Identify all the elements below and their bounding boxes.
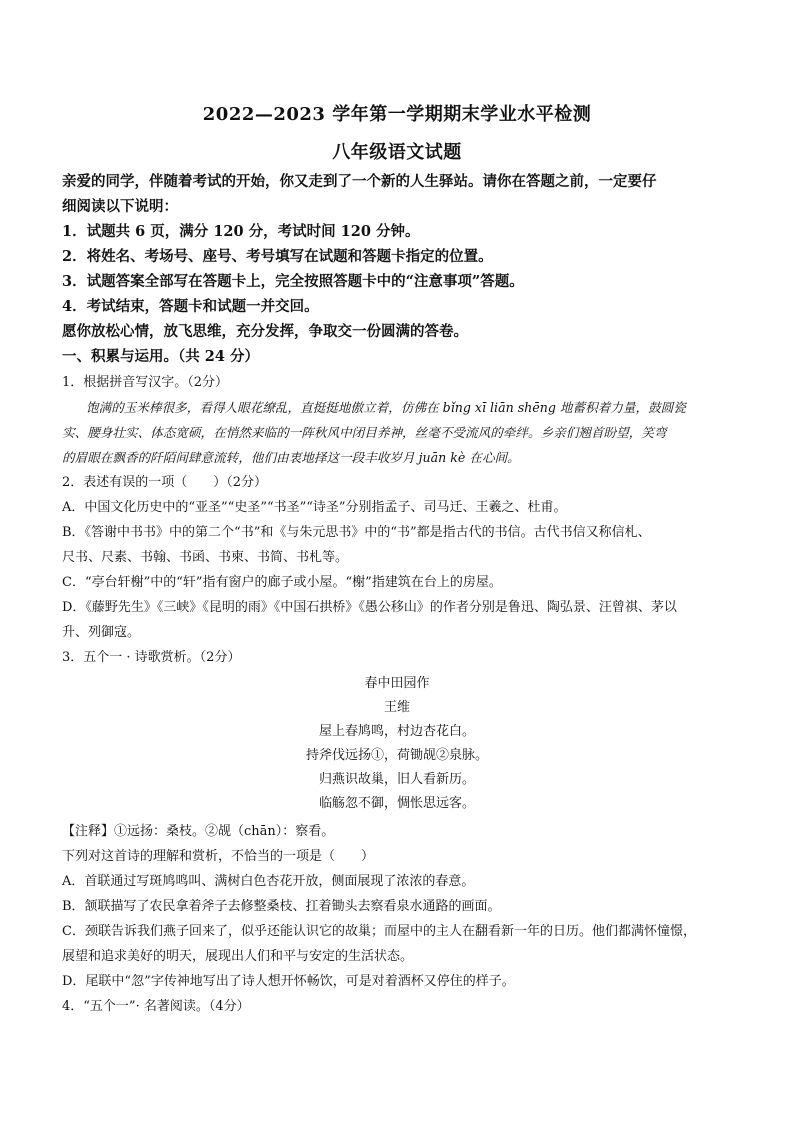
question-3-stem: 3．五个一 · 诗歌赏析。（2分） xyxy=(62,650,241,665)
q3-option-d: D．尾联中“忽”字传神地写出了诗人想开怀畅饮，可是对着酒杯又停住的样子。 xyxy=(62,974,515,989)
q3-option-b: B．颔联描写了农民拿着斧子去修整桑枝、扛着锄头去察看泉水通路的画面。 xyxy=(62,899,501,914)
q2-option-c: C．“亭台轩榭”中的“轩”指有窗户的廊子或小屋。“榭”指建筑在台上的房屋。 xyxy=(62,575,502,590)
wish-line: 愿你放松心情，放飞思维，充分发挥，争取交一份圆满的答卷。 xyxy=(62,323,468,340)
poem-title: 春中田园作 xyxy=(364,676,430,691)
q3-option-c-line-2: 展望和追求美好的明天，展现出人们和平与安定的生活状态。 xyxy=(62,949,414,964)
q3-option-a: A．首联通过写斑鸠鸣叫、满树白色杏花开放，侧面展现了浓浓的春意。 xyxy=(62,874,475,889)
q2-option-d-line-1: D．《藤野先生》《三峡》《昆明的雨》《中国石拱桥》《愚公移山》的作者分别是鲁迅、陶弘景、汪曾祺、茅以 xyxy=(62,600,677,615)
q3-option-c-line-1: C．颈联告诉我们燕子回来了，似乎还能认识它的故巢；而屋中的主人在翻看新一年的日历。他们都满怀憧憬， xyxy=(62,924,696,939)
exam-subtitle: 八年级语文试题 xyxy=(332,142,462,163)
instruction-1: 1．试题共 6 页，满分 120 分，考试时间 120 分钟。 xyxy=(62,223,420,240)
poem-line-4: 临觞忽不御，惆怅思远客。 xyxy=(318,796,475,811)
q2-option-d-line-2: 升、列御寇。 xyxy=(62,625,141,640)
section-1-heading: 一、积累与运用。（共 24 分） xyxy=(62,348,260,365)
poem-author: 王维 xyxy=(383,700,410,715)
q1-passage-line-1: 饱满的玉米棒很多，看得人眼花缭乱，直挺挺地傲立着，仿佛在 bǐng xī liān shēng 地蓄积着力量，鼓圆瓷 xyxy=(86,400,686,415)
q2-option-b-line-1: B．《答谢中书书》中的第二个“书”和《与朱元思书》中的“书”都是指古代的书信。古代书信又称信札、 xyxy=(62,525,651,540)
intro-line-2: 细阅读以下说明： xyxy=(62,198,178,215)
poem-line-2: 持斧伐远扬①，荷锄觇②泉脉。 xyxy=(305,748,488,763)
q3-question: 下列对这首诗的理解和赏析，不恰当的一项是（ ） xyxy=(62,849,375,864)
poem-line-1: 屋上春鸠鸣，村边杏花白。 xyxy=(318,724,475,739)
instruction-4: 4．考试结束，答题卡和试题一并交回。 xyxy=(62,298,319,315)
instruction-3: 3．试题答案全部写在答题卡上，完全按照答题卡中的“注意事项”答题。 xyxy=(62,273,524,290)
q2-option-b-line-2: 尺书、尺素、书翰、书函、书柬、书简、书札等。 xyxy=(62,550,349,565)
intro-line-1: 亲爱的同学，伴随着考试的开始，你又走到了一个新的人生驿站。请你在答题之前，一定要仔 xyxy=(62,173,657,190)
q2-option-a: A．中国文化历史中的“亚圣”“史圣”“书圣”“诗圣”分别指孟子、司马迁、王羲之、杜甫。 xyxy=(62,500,567,515)
q1-passage-line-2: 实、腰身壮实、体态宽硕，在悄然来临的一阵秋风中闭目养神，丝毫不受流风的牵绊。乡亲们翘首盼望，笑弯 xyxy=(62,425,667,440)
exam-title: 2022—2023 学年第一学期期末学业水平检测 xyxy=(202,104,592,125)
poem-note: 【注释】①远扬：桑枝。②觇（chān）：察看。 xyxy=(62,824,335,839)
instruction-2: 2．将姓名、考场号、座号、考号填写在试题和答题卡指定的位置。 xyxy=(62,248,493,265)
question-4-stem: 4．“五个一”· 名著阅读。（4分） xyxy=(62,999,250,1014)
poem-line-3: 归燕识故巢，旧人看新历。 xyxy=(318,772,475,787)
q1-passage-line-3: 的眉眼在飘香的阡陌间肆意流转，他们由衷地择这一段丰收岁月 juān kè 在心间。 xyxy=(62,450,520,465)
question-1-stem: 1．根据拼音写汉字。（2分） xyxy=(62,375,229,390)
question-2-stem: 2．表述有误的一项（ ）（2分） xyxy=(62,475,268,490)
